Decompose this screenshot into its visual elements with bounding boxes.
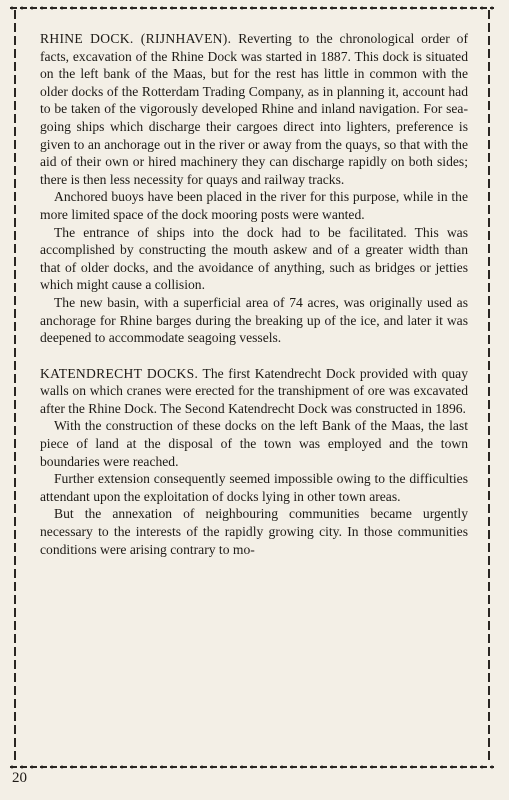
rhine-dock-heading: RHINE DOCK. (RIJNHAVEN). [40, 31, 232, 46]
katendrecht-docks-heading: KATENDRECHT DOCKS. [40, 365, 199, 381]
rhine-dock-intro-paragraph [40, 30, 468, 188]
katendrecht-paragraph-4: But the annexation of neighbouring communities became urgently necessary to the interests of the rapidly growing city. In those communities conditions were arising contrary to mo- [40, 506, 468, 557]
section-gap [40, 347, 468, 365]
rhine-dock-paragraph-3: The entrance of ships into the dock had to be facilitated. This was accomplished by constructing the mouth askew and of a greater width than that of older docks, and the avoidance of anything, such as bridges or jetties which might cause a collision. [40, 224, 468, 293]
ornamental-border-top [10, 5, 494, 11]
ornamental-border-right [486, 10, 492, 764]
rhine-dock-paragraph-4: The new basin, with a superficial area of 74 acres, was originally used as anchorage for Rhine barges during the breaking up of the ice, and later it was deepened to accommodate seagoing vessels. [40, 294, 468, 346]
rhine-dock-paragraph-1: Reverting to the chronological order of facts, excavation of the Rhine Dock was started in 1887. This dock is situated on the left bank of the Maas, but for the rest has little in common with the older docks of the Rotterdam Trading Company, as in planning it, account had to be taken of the vigorously developed Rhine and inland navigation. For sea-going ships which discharge their cargoes direct into lighters, preference is given to an anchorage out in the river or away from the quays, so that with the aid of their own or hired machinery they can discharge rapidly on both sides; there is then less necessity for quays and railway tracks. [40, 31, 468, 187]
ornamental-border-left [12, 10, 18, 764]
katendrecht-paragraph-1: The first Katendrecht Dock provided with quay walls on which cranes were erected for the transhipment of ore was excavated after the Rhine Dock. The Second Katendrecht Dock was constructed in 1896. [40, 365, 469, 416]
katendrecht-paragraph-2: With the construction of these docks on the left Bank of the Maas, the last piece of land at the disposal of the town was employed and the town boundaries were reached. [40, 418, 468, 469]
rhine-dock-paragraph-2: Anchored buoys have been placed in the river for this purpose, while in the more limited space of the dock mooring posts were wanted. [40, 189, 468, 222]
page-number: 20 [12, 770, 27, 786]
katendrecht-intro-paragraph [40, 365, 468, 418]
ornamental-border-bottom [10, 764, 494, 770]
katendrecht-paragraph-3: Further extension consequently seemed impossible owing to the difficulties attendant upon the exploitation of docks lying in other town areas. [40, 471, 468, 504]
body-text [40, 30, 468, 558]
